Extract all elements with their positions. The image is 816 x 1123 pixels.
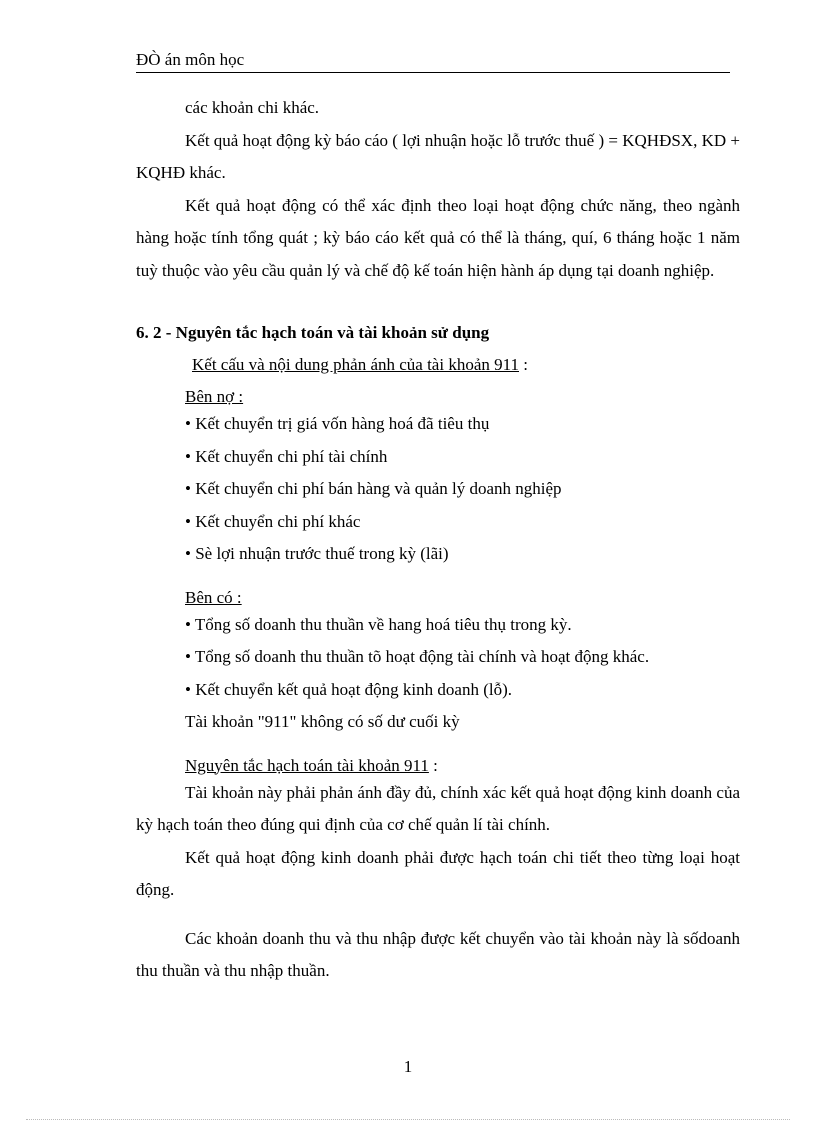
- principles-title-text: Nguyên tắc hạch toán tài khoản 911: [185, 755, 429, 775]
- footer-divider: [26, 1119, 790, 1120]
- credit-note: Tài khoản "911" không có số dư cuối kỳ: [185, 712, 460, 731]
- principles-title: [185, 755, 740, 777]
- structure-title-suffix: :: [519, 355, 528, 374]
- debit-item: • Kết chuyển trị giá vốn hàng hoá đã tiêu thụ: [185, 414, 490, 433]
- paragraph: Kết quả hoạt động kinh doanh phải được hạch toán chi tiết theo từng loại hoạt động.: [136, 847, 740, 899]
- debit-item: • Kết chuyển chi phí khác: [185, 511, 361, 531]
- debit-label: [185, 386, 740, 408]
- page-content: [136, 92, 740, 988]
- structure-title: [192, 354, 740, 376]
- paragraph: các khoản chi khác.: [185, 98, 320, 117]
- page-number: 1: [403, 1057, 413, 1076]
- debit-item: • Sè lợi nhuận trước thuế trong kỳ (lãi): [185, 544, 449, 563]
- paragraph: Kết quả hoạt động kỳ báo cáo ( lợi nhuận hoặc lỗ trước thuế ) = KQHĐSX, KD + KQHĐ khác.: [136, 130, 740, 182]
- debit-item: • Kết chuyển chi phí tài chính: [185, 446, 388, 466]
- debit-label-text: Bên nợ :: [185, 387, 244, 406]
- credit-label: [185, 587, 740, 609]
- page-header: ĐÒ án môn học: [136, 50, 730, 73]
- credit-item: • Tổng số doanh thu thuần tõ hoạt động tài chính và hoạt động khác.: [185, 647, 650, 666]
- principles-title-suffix: :: [428, 755, 438, 775]
- paragraph: Kết quả hoạt động có thể xác định theo loại hoạt động chức năng, theo ngành hàng hoặc tính tổng quát ; kỳ báo cáo kết quả có thể là tháng, quí, 6 tháng hoặc 1 năm tuỳ thuộc vào yêu cầu quản lý và chế độ kế toán hiện hành áp dụng tại doanh nghiệp.: [136, 195, 740, 280]
- credit-item: • Kết chuyển kết quả hoạt động kinh doanh (lỗ).: [185, 679, 512, 699]
- structure-title-text: Kết cấu và nội dung phản ánh của tài khoản 911: [192, 355, 519, 374]
- paragraph: Các khoản doanh thu và thu nhập được kết chuyển vào tài khoản này là sốdoanh thu thuần và thu nhập thuần.: [136, 928, 740, 980]
- paragraph: Tài khoản này phải phản ánh đầy đủ, chính xác kết quả hoạt động kinh doanh của kỳ hạch toán theo đúng qui định của cơ chế quản lí tài chính.: [136, 782, 740, 834]
- credit-label-text: Bên có :: [185, 587, 242, 607]
- section-heading: 6. 2 - Nguyên tắc hạch toán và tài khoản sử dụng: [136, 323, 490, 342]
- credit-item: • Tổng số doanh thu thuần về hang hoá tiêu thụ trong kỳ.: [185, 614, 572, 634]
- debit-item: • Kết chuyển chi phí bán hàng và quản lý doanh nghiệp: [185, 479, 562, 498]
